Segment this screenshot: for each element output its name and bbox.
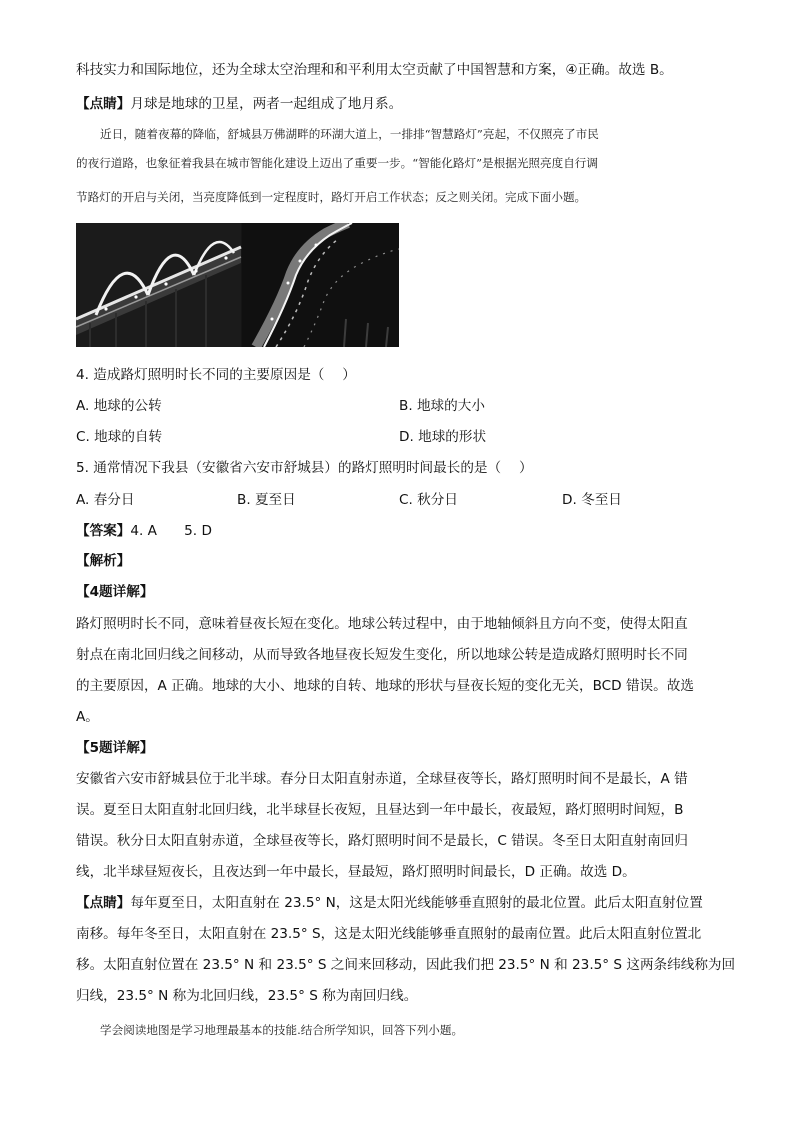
answer-line (76, 521, 714, 541)
detail-5-line-4: 线，北半球昼短夜长，且夜达到一年中最长，昼最短，路灯照明时间最长，D 正确。故选 D。 (76, 864, 636, 880)
dianjing-2-line-4: 归线，23.5° N 称为北回归线，23.5° S 称为南回归线。 (76, 988, 418, 1004)
analysis-label: 【解析】 (76, 553, 131, 569)
q5-option-c: C. 秋分日 (399, 492, 458, 508)
material-line-2: 的夜行道路，也象征着我县在城市智能化建设上迈出了重要一步。“智能化路灯”是根据光照亮度自行调 (76, 156, 598, 170)
dianjing-2-text: 每年夏至日，太阳直射在 23.5° N，这是太阳光线能够垂直照射的最北位置。此后太阳直射位置 (130, 895, 703, 911)
detail-5-line-2: 误。夏至日太阳直射北回归线，北半球昼长夜短，且昼达到一年中最长，夜最短，路灯照明时间短，B (76, 802, 684, 818)
q4-option-b: B. 地球的大小 (399, 398, 485, 414)
detail-5-line-1: 安徽省六安市舒城县位于北半球。春分日太阳直射赤道，全球昼夜等长，路灯照明时间不是最长，A 错 (76, 771, 688, 787)
dianjing-paragraph (76, 94, 714, 114)
detail-4-line-4: A。 (76, 709, 99, 725)
q4-option-d: D. 地球的形状 (399, 429, 487, 445)
detail-5-line-3: 错误。秋分日太阳直射赤道，全球昼夜等长，路灯照明时间不是最长，C 错误。冬至日太阳直射南回归 (76, 833, 688, 849)
dianjing-2-line-3: 移。太阳直射位置在 23.5° N 和 23.5° S 之间来回移动，因此我们把 23.5° N 和 23.5° S 这两条纬线称为回 (76, 957, 736, 973)
q5-option-d: D. 冬至日 (562, 492, 622, 508)
answer-text: 4. A 5. D (130, 523, 212, 539)
q5-option-a: A. 春分日 (76, 492, 135, 508)
night-street-lights-photo (76, 223, 399, 347)
dianjing-label: 【点睛】 (76, 96, 131, 112)
q4-option-c: C. 地球的自转 (76, 429, 163, 445)
question-5-stem: 5. 通常情况下我县（安徽省六安市舒城县）的路灯照明时间最长的是（ ） (76, 460, 533, 476)
intro-line: 科技实力和国际地位，还为全球太空治理和和平利用太空贡献了中国智慧和方案，④正确。故选 B。 (76, 62, 673, 78)
next-section-intro: 学会阅读地图是学习地理最基本的技能.结合所学知识，回答下列小题。 (100, 1023, 464, 1037)
q5-option-b: B. 夏至日 (237, 492, 296, 508)
detail-4-line-3: 的主要原因，A 正确。地球的大小、地球的自转、地球的形状与昼夜长短的变化无关，BCD 错误。故选 (76, 678, 694, 694)
dianjing-2-line-2: 南移。每年冬至日，太阳直射在 23.5° S，这是太阳光线能够垂直照射的最南位置。此后太阳直射位置北 (76, 926, 702, 942)
dianjing-2-label: 【点睛】 (76, 895, 131, 911)
material-line-3: 节路灯的开启与关闭，当亮度降低到一定程度时，路灯开启工作状态；反之则关闭。完成下面小题。 (76, 190, 587, 204)
detail-4-line-2: 射点在南北回归线之间移动，从而导致各地昼夜长短发生变化，所以地球公转是造成路灯照明时长不同 (76, 647, 688, 663)
material-line-1: 近日，随着夜幕的降临，舒城县万佛湖畔的环湖大道上，一排排“智慧路灯”亮起，不仅照亮了市民 (100, 127, 599, 141)
detail-4-label: 【4题详解】 (76, 584, 154, 600)
dianjing-text: 月球是地球的卫星，两者一起组成了地月系。 (130, 96, 403, 112)
dianjing-2-line-1 (76, 893, 714, 913)
q4-option-a: A. 地球的公转 (76, 398, 162, 414)
question-4-stem: 4. 造成路灯照明时长不同的主要原因是（ ） (76, 367, 356, 383)
detail-5-label: 【5题详解】 (76, 740, 154, 756)
detail-4-line-1: 路灯照明时长不同，意味着昼夜长短在变化。地球公转过程中，由于地轴倾斜且方向不变，使得太阳直 (76, 616, 688, 632)
answer-label: 【答案】 (76, 523, 131, 539)
